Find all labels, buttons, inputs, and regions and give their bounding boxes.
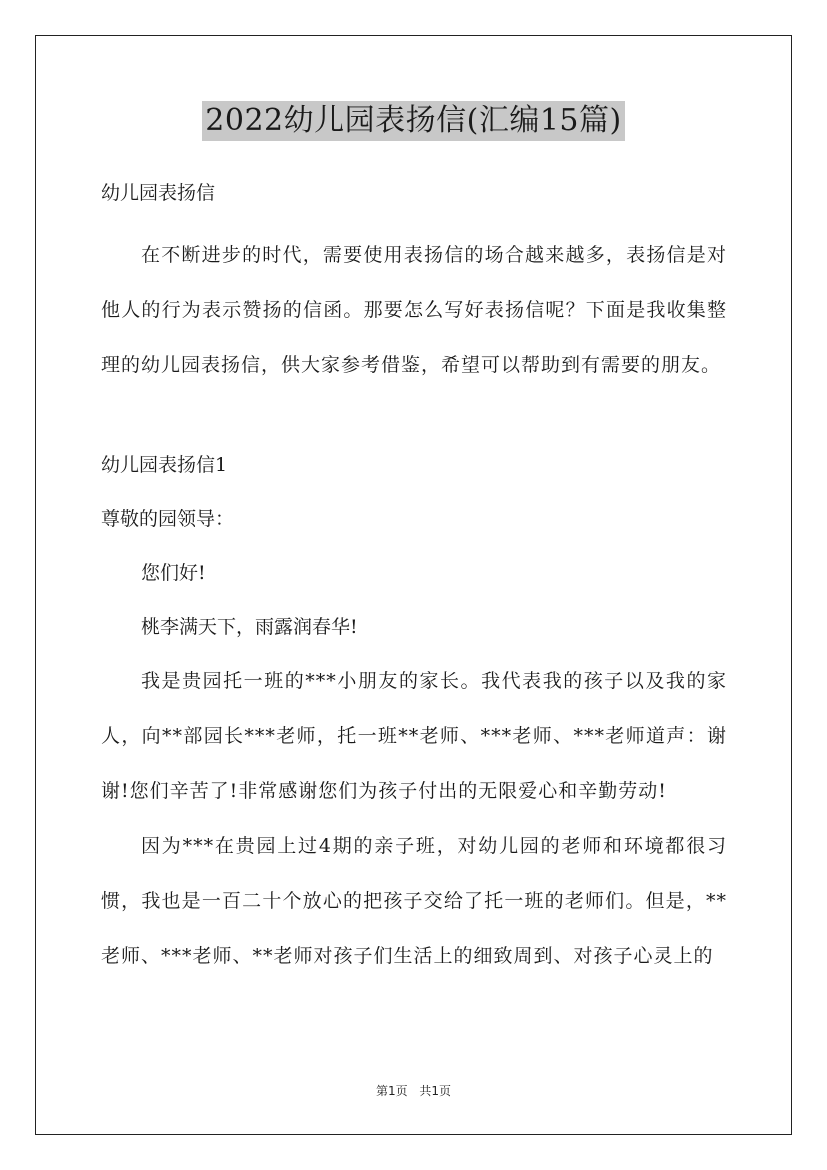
salutation: 尊敬的园领导： bbox=[101, 508, 235, 530]
body-paragraph-2: 因为***在贵园上过4期的亲子班，对幼儿园的老师和环境都很习惯，我也是一百二十个放心的把孩子交给了托一班的老师们。但是，**老师、***老师、**老师对孩子们生活上的细致周到、对孩子心灵上的 bbox=[101, 835, 727, 967]
page-total: 共1页 bbox=[419, 1084, 452, 1098]
page-number: 第1页 bbox=[375, 1084, 408, 1098]
intro-paragraph: 在不断进步的时代，需要使用表扬信的场合越来越多，表扬信是对他人的行为表示赞扬的信函。那要怎么写好表扬信呢？下面是我收集整理的幼儿园表扬信，供大家参考借鉴，希望可以帮助到有需要的朋友。 bbox=[101, 244, 727, 376]
subtitle: 幼儿园表扬信 bbox=[101, 182, 216, 204]
page-footer bbox=[0, 1082, 827, 1099]
document-title: 2022幼儿园表扬信(汇编15篇) bbox=[202, 101, 624, 141]
body-paragraph-1: 我是贵园托一班的***小朋友的家长。我代表我的孩子以及我的家人，向**部园长***老师，托一班**老师、***老师、***老师道声：谢谢!您们辛苦了!非常感谢您们为孩子付出的无限爱心和辛勤劳动! bbox=[101, 670, 727, 802]
greeting: 您们好! bbox=[141, 562, 206, 584]
document-body bbox=[101, 174, 727, 984]
spacer bbox=[101, 393, 727, 446]
section-heading: 幼儿园表扬信1 bbox=[101, 454, 228, 476]
quote-line: 桃李满天下，雨露润春华! bbox=[141, 616, 358, 638]
title-container bbox=[0, 101, 827, 141]
